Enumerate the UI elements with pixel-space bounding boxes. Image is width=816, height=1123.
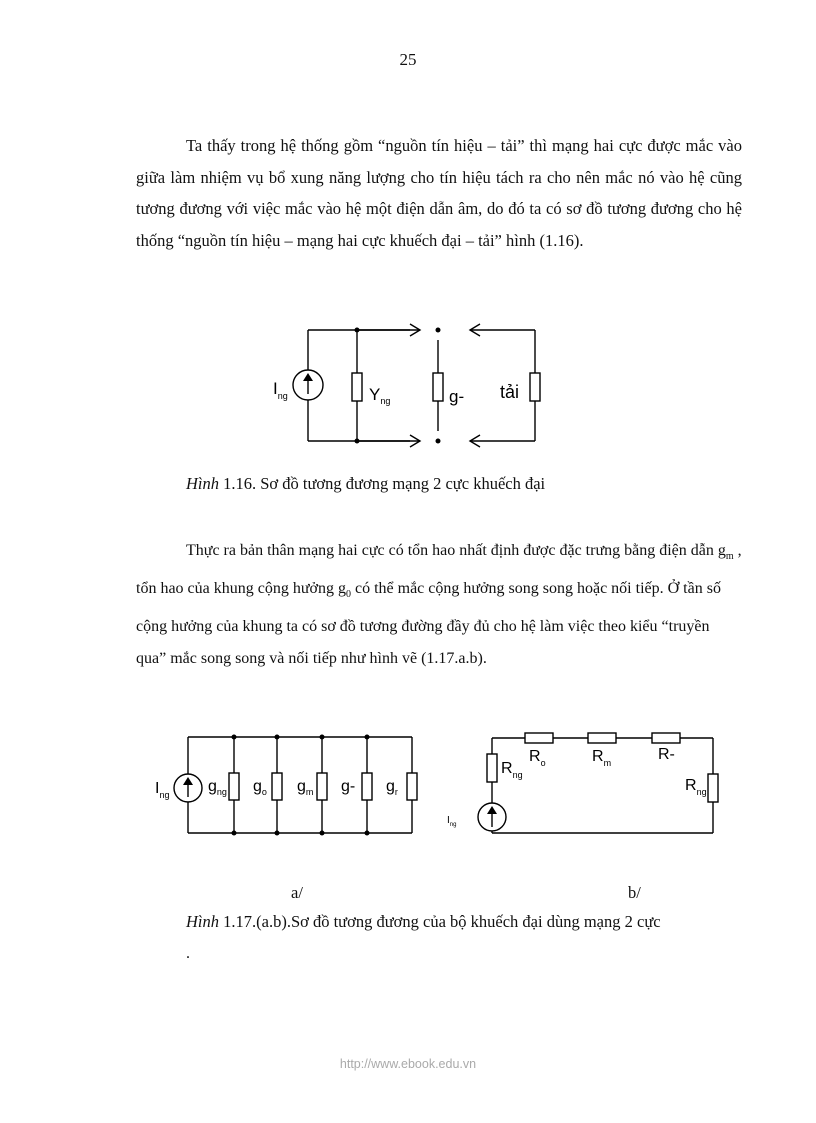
- current-source-icon: [293, 370, 323, 400]
- fig1-g-label: g-: [449, 387, 465, 406]
- caption-1-17: Hình 1.17.(a.b).Sơ đồ tương đương của bộ khuếch đại dùng mạng 2 cực: [186, 912, 661, 931]
- fig2b-source-label: $I_{ng}$: [447, 815, 457, 828]
- figure-1-16: [270, 320, 550, 455]
- figure-label-a: a/: [291, 883, 303, 902]
- fig2a-g3-label: $g_m$: [297, 778, 314, 797]
- figure-1-17a: [150, 727, 430, 839]
- fig1-y-label: $Y_{ng}$: [369, 385, 391, 406]
- fig2a-source-label: $I_{ng}$: [155, 780, 170, 800]
- fig2a-g2-label: $g_o$: [253, 778, 267, 797]
- fig1-source-label: $I_{ng}$: [273, 379, 288, 401]
- paragraph-1: [136, 130, 742, 256]
- current-source-icon: [478, 803, 506, 831]
- fig2b-r1-label: $R_{ng}$: [501, 760, 523, 780]
- fig2a-g5-label: $g_r$: [386, 778, 398, 797]
- fig1-load-label: tải: [500, 382, 520, 402]
- fig2a-g1-label: $g_{ng}$: [208, 778, 227, 797]
- fig2b-r5-label: $R_{ng}$: [685, 777, 707, 797]
- trailing-dot: .: [186, 945, 190, 962]
- page-number: 25: [399, 50, 417, 69]
- caption-1-16: Hình 1.16. Sơ đồ tương đương mạng 2 cực khuếch đại: [186, 474, 546, 493]
- fig2b-r3-label: $R_m$: [592, 748, 612, 768]
- current-source-icon: [174, 774, 202, 802]
- footer-url[interactable]: http://www.ebook.edu.vn: [339, 1057, 477, 1071]
- paragraph-1-text: Ta thấy trong hệ thống gồm “nguồn tín hiệu – tải” thì mạng hai cực được mắc vào giữa làm nhiệm vụ bổ xung năng lượng cho tín hiệu tách ra cho nên mắc nó vào hệ cũng tương đương với việc mắc vào hệ một điện dẫn âm, do đó ta có sơ đồ tương đương cho hệ thống “nguồn tín hiệu – mạng hai cực khuếch đại – tải” hình (1.16).: [136, 136, 742, 250]
- fig2b-r4-label: R-: [658, 746, 675, 763]
- fig2a-g4-label: g-: [341, 778, 356, 795]
- figure-1-17b: [440, 727, 730, 839]
- fig2b-r2-label: $R_o$: [529, 748, 546, 768]
- paragraph-2: Thực ra bản thân mạng hai cực có tổn hao nhất định được đặc trưng bằng điện dẫn $g_m$ , tổn hao của khung cộng hưởng $g_0$ có thể mắc cộng hưởng song song hoặc nối tiếp. Ở tần số cộng hưởng của khung ta có sơ đồ tương đường đầy đủ cho hệ làm việc theo kiểu “truyền qua” mắc song song và nối tiếp như hình vẽ (1.17.a.b).: [136, 542, 742, 668]
- figure-label-b: b/: [628, 883, 641, 902]
